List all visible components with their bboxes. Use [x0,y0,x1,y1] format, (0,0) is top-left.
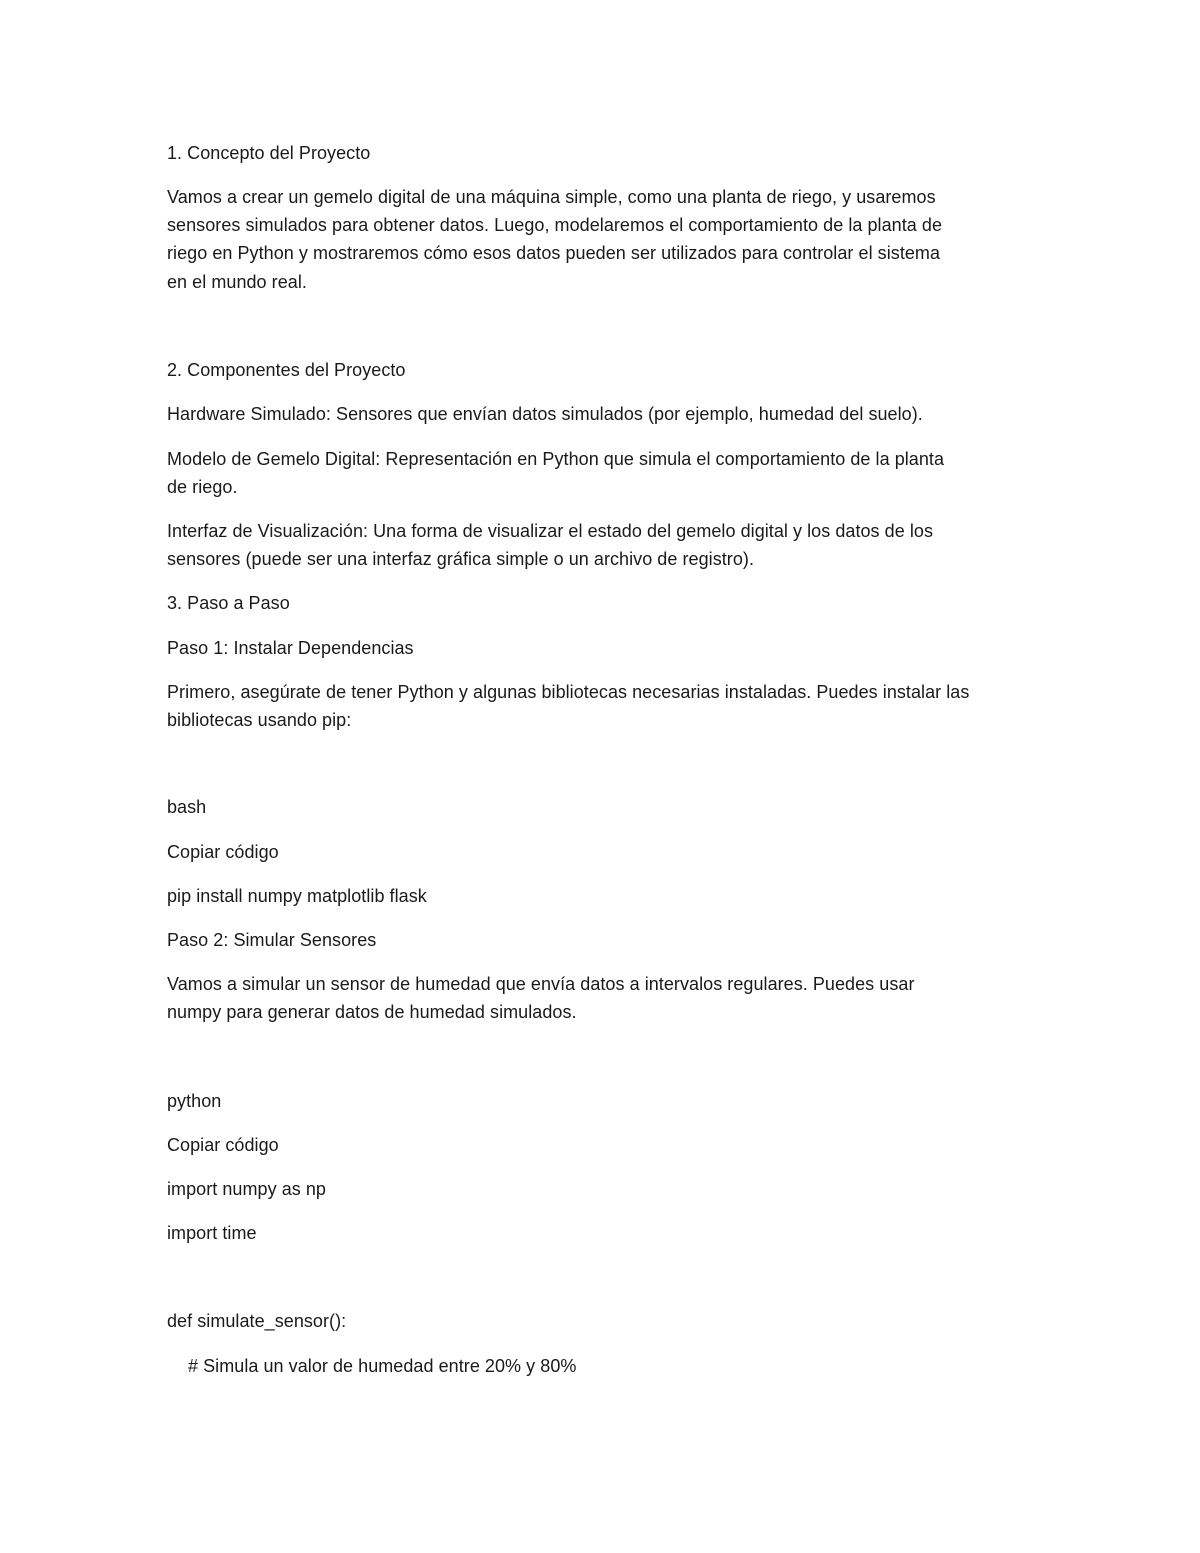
paragraph-line: de riego. [167,477,238,497]
paragraph-line: Vamos a simular un sensor de humedad que envía datos a intervalos regulares. Puedes usar [167,974,915,994]
code-line: def simulate_sensor(): [167,1311,347,1331]
code-language-label: bash [167,797,207,817]
paragraph-line: numpy para generar datos de humedad simulados. [167,1002,577,1022]
paragraph-line: sensores simulados para obtener datos. Luego, modelaremos el comportamiento de la planta de [167,215,943,235]
paragraph-line: Vamos a crear un gemelo digital de una máquina simple, como una planta de riego, y usaremos [167,187,936,207]
section-heading-componentes: 2. Componentes del Proyecto [167,360,406,380]
section-heading-paso-a-paso: 3. Paso a Paso [167,593,290,613]
code-line: import numpy as np [167,1179,326,1199]
code-language-label: python [167,1091,222,1111]
paragraph-line: Modelo de Gemelo Digital: Representación en Python que simula el comportamiento de la planta [167,449,945,469]
step-heading: Paso 2: Simular Sensores [167,930,377,950]
copy-code-label: Copiar código [167,1135,279,1155]
code-line: import time [167,1223,257,1243]
paragraph-line: riego en Python y mostraremos cómo esos datos pueden ser utilizados para controlar el sistema [167,243,941,263]
paragraph-line: Primero, asegúrate de tener Python y algunas bibliotecas necesarias instaladas. Puedes instalar las [167,682,970,702]
paragraph-line: en el mundo real. [167,272,307,292]
paragraph-line: Hardware Simulado: Sensores que envían datos simulados (por ejemplo, humedad del suelo). [167,404,923,424]
copy-code-label: Copiar código [167,842,279,862]
paragraph-line: sensores (puede ser una interfaz gráfica simple o un archivo de registro). [167,549,754,569]
paragraph-line: Interfaz de Visualización: Una forma de visualizar el estado del gemelo digital y los datos de los [167,521,933,541]
step-heading: Paso 1: Instalar Dependencias [167,638,414,658]
section-heading-concepto: 1. Concepto del Proyecto [167,143,371,163]
code-line: pip install numpy matplotlib flask [167,886,427,906]
code-comment-line: # Simula un valor de humedad entre 20% y 80% [188,1356,577,1376]
paragraph-line: bibliotecas usando pip: [167,710,352,730]
